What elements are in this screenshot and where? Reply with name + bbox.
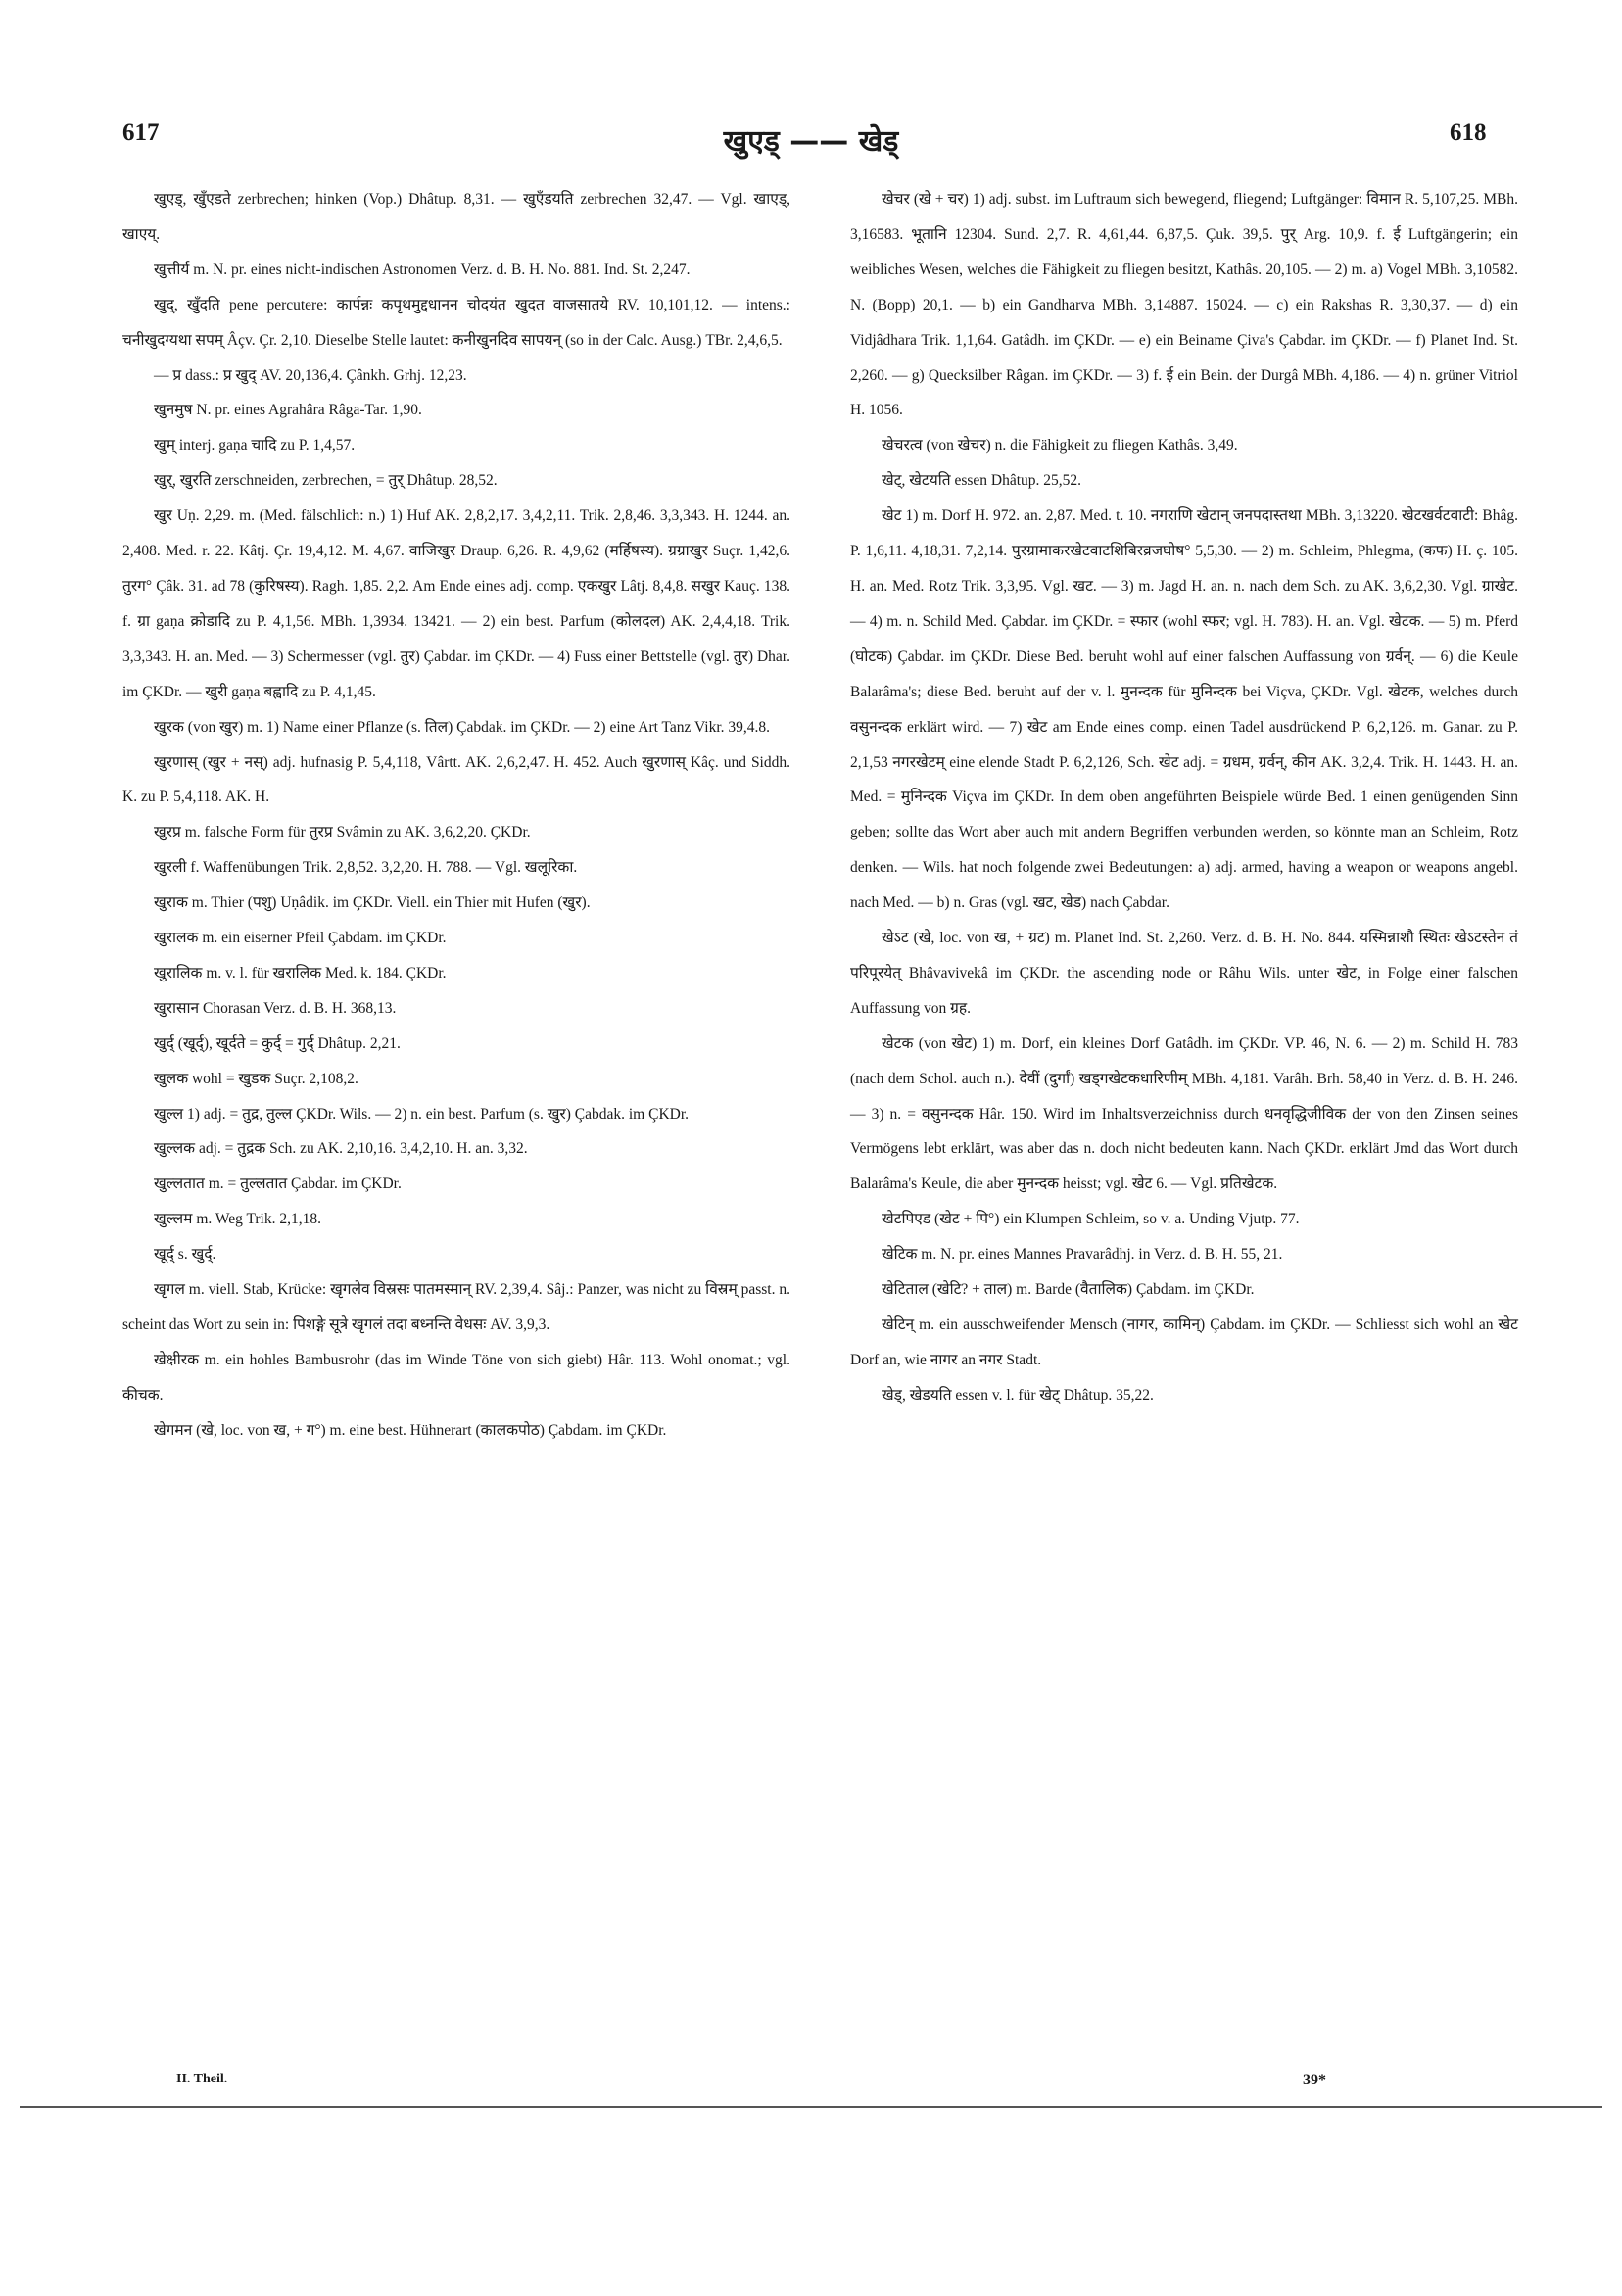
entry-khet-verb: खेट्, खेटयति essen Dhâtup. 25,52. — [882, 472, 1082, 490]
page-number-left: 617 — [122, 120, 160, 146]
entry-khud: खुद्, खुँदति pene percutere: कार्पन्नः कपृथमुद्दधानन चोदयंत खुदत वाजसातये RV. 10,101,12. — intens.: चनीखुदग्यथा सपम् Âçv. Çr. 2,10. Dieselbe Stelle lautet: कनीखुनदिव सापयन् (so in der Calc. Ausg.) TBr. 2,4,6,5. — [122, 296, 790, 349]
running-head: खुएड् —— खेड् — [723, 124, 899, 159]
entry-khuranas: खुरणास् (खुर + नस्) adj. hufnasig P. 5,4,118, Vârtt. AK. 2,6,2,47. H. 452. Auch खुरणास् Kâç. und Siddh. K. zu P. 5,4,118. AK. H. — [122, 753, 790, 806]
entry-khuttirya: खुत्तीर्य m. N. pr. eines nicht-indischen Astronomen Verz. d. B. H. No. 881. Ind. St. 2,247. — [154, 261, 691, 278]
entry-khetin: खेटिन् m. ein ausschweifender Mensch (नागर, कामिन्) Çabdam. im ÇKDr. — Schliesst sich wohl an खेट Dorf an, wie नागर an नगर Stadt. — [850, 1316, 1518, 1368]
entry-khullaka: खुल्लक adj. = तुद्रक Sch. zu AK. 2,10,16. 3,4,2,10. H. an. 3,32. — [154, 1140, 528, 1158]
entry-khura: खुर Uṇ. 2,29. m. (Med. fälschlich: n.) 1) Huf AK. 2,8,2,17. 3,4,2,11. Trik. 2,8,46. 3,3,343. H. 1244. an. 2,408. Med. r. 22. Kâtj. Çr. 19,4,12. M. 4,67. वाजिखुर Draup. 6,26. R. 4,9,62 (मर्हिषस्य). ग्रग्राखुर Suçr. 1,42,6. तुरग° Çâk. 31. ad 78 (कुरिषस्य). Ragh. 1,85. 2,2. Am Ende eines adj. comp. एकखुर Lâtj. 8,4,8. सखुर Kauç. 138. f. ग्रा gaṇa क्रोडादि zu P. 4,1,56. MBh. 1,3934. 13421. — 2) ein best. Parfum (कोलदल) AK. 2,4,4,18. Trik. 3,3,343. H. an. Med. — 3) Schermesser (vgl. तुर) Çabdar. im ÇKDr. — 4) Fuss einer Bettstelle (vgl. तुर) Dhar. im ÇKDr. — खुरी gaṇa बह्वादि zu P. 4,1,45. — [122, 507, 790, 700]
bottom-rule — [20, 2106, 1602, 2108]
right-column — [850, 182, 1518, 1413]
entry-khulaka: खुलक wohl = खुडक Suçr. 2,108,2. — [154, 1070, 358, 1087]
entry-khekshiraka: खेक्षीरक m. ein hohles Bambusrohr (das im Winde Töne von sich giebt) Hâr. 113. Wohl onomat.; vgl. कीचक. — [122, 1351, 790, 1404]
entry-khunamusha: खुनमुष N. pr. eines Agrahâra Râga-Tar. 1,90. — [154, 402, 422, 419]
entry-khrgala: खृगल m. viell. Stab, Krücke: खृगलेव विस्रसः पातमस्मान् RV. 2,39,4. Sâj.: Panzer, was nicht zu विस्रम् passt. n. scheint das Wort zu sein in: पिशङ्गे सूत्रे खृगलं तदा बध्नन्ति वेधसः AV. 3,9,3. — [122, 1281, 790, 1333]
entry-khullama: खुल्लम m. Weg Trik. 2,1,18. — [154, 1211, 321, 1228]
entry-khetika: खेटिक m. N. pr. eines Mannes Pravarâdhj. in Verz. d. B. H. 55, 21. — [882, 1246, 1283, 1264]
entry-kheta: खेट 1) m. Dorf H. 972. an. 2,87. Med. t. 10. नगराणि खेटान् जनपदास्तथा MBh. 3,13220. खेटखर्वटवाटी: Bhâg. P. 1,6,11. 4,18,31. 7,2,14. पुरग्रामाकरखेटवाटशिबिरव्रजघोष° 5,5,30. — 2) m. Schleim, Phlegma, (कफ) H. ç. 105. H. an. Med. Rotz Trik. 3,3,95. Vgl. खट. — 3) m. Jagd H. an. n. nach dem Sch. zu AK. 3,6,2,30. Vgl. ग्राखेट. — 4) m. n. Schild Med. Çabdar. im ÇKDr. = स्फार (wohl स्फर; vgl. H. 783). H. an. Vgl. खेटक. — 5) m. Pferd (घोटक) Çabdar. im ÇKDr. Diese Bed. beruht wohl auf einer falschen Auffassung von ग्रर्वन्. — 6) die Keule Balarâma's; diese Bed. beruht auf der v. l. मुनन्दक für मुनिन्दक bei Viçva, ÇKDr. Vgl. खेटक, welches durch वसुनन्दक erklärt wird. — 7) खेट am Ende eines comp. einen Tadel ausdrückend P. 6,2,126. m. Ganar. zu P. 2,1,53 नगरखेटम् eine elende Stadt P. 6,2,126, Sch. खेट adj. = ग्रधम, ग्रर्वन्, कीन AK. 3,2,4. Trik. H. 1443. H. an. Med. = मुनिन्दक Viçva im ÇKDr. In dem oben angeführten Beispiele würde Bed. 1 einen genügenden Sinn geben; sollte das Wort aber auch mit andern Begriffen verbunden werden, so könnte man an Schleim, Rotz denken. — Wils. hat noch folgende zwei Bedeutungen: a) adj. armed, having a weapon or weapons angebl. nach Med. — b) n. Gras (vgl. खट, खेड) nach Çabdar. — [850, 507, 1518, 912]
entry-khuralaka: खुरालक m. ein eiserner Pfeil Çabdam. im ÇKDr. — [154, 930, 447, 947]
entry-khum: खुम् interj. gaṇa चादि zu P. 1,4,57. — [154, 437, 356, 454]
entry-khecara: खेचर (खे + चर) 1) adj. subst. im Luftraum sich bewegend, fliegend; Luftgänger: विमान R. 5,107,25. MBh. 3,16583. भूतानि 12304. Sund. 2,7. R. 4,61,44. 6,87,5. Çuk. 39,5. पुर् Arg. 10,9. f. ई Luftgängerin; ein weibliches Wesen, welches die Fähigkeit zu fliegen besitzt, Kathâs. 20,105. — 2) m. a) Vogel MBh. 3,10582. N. (Bopp) 20,1. — b) ein Gandharva MBh. 3,14887. 15024. — c) ein Rakshas R. 3,30,37. — d) ein Vidjâdhara Trik. 1,1,64. Gatâdh. im ÇKDr. — e) ein Beiname Çiva's Çabdar. im ÇKDr. — f) Planet Ind. St. 2,260. — g) Quecksilber Râgan. im ÇKDr. — 3) f. ई ein Bein. der Durgâ MBh. 4,186. — 4) n. grüner Vitriol H. 1056. — [850, 191, 1518, 419]
entry-khe-ata: खेऽट (खे, loc. von ख, + ग्रट) m. Planet Ind. St. 2,260. Verz. d. B. H. No. 844. यस्मिन्नाशौ स्थितः खेऽटस्तेन तं परिपूरयेत् Bhâvavivekâ im ÇKDr. the ascending node or Râhu Wils. unter खेट, in Folge einer falschen Auffassung von ग्रह. — [850, 930, 1518, 1017]
entry-khurasana: खुरासान Chorasan Verz. d. B. H. 368,13. — [154, 999, 397, 1017]
left-column — [122, 182, 790, 1449]
entry-khetitala: खेटिताल (खेटि? + ताल) m. Barde (वैतालिक) Çabdam. im ÇKDr. — [882, 1281, 1255, 1299]
entry-khurd: खुर्द् (खूर्द्), खूर्दते = कुर्द् = गुर्द् Dhâtup. 2,21. — [154, 1034, 401, 1052]
entry-khetapinda: खेटपिएड (खेट + पि°) ein Klumpen Schleim, so v. a. Unding Vjutp. 77. — [882, 1211, 1300, 1228]
entry-khuralika: खुरालिक m. v. l. für खरालिक Med. k. 184. ÇKDr. — [154, 964, 447, 981]
footer-volume: II. Theil. — [176, 2072, 228, 2086]
entry-khecaratva: खेचरत्व (von खेचर) n. die Fähigkeit zu fliegen Kathâs. 3,49. — [882, 437, 1238, 454]
footer-signature: 39* — [1303, 2072, 1326, 2088]
entry-khurali: खुरली f. Waffenübungen Trik. 2,8,52. 3,2,20. H. 788. — Vgl. खलूरिका. — [154, 859, 578, 877]
entry-pra-khud: — प्र dass.: प्र खुद् AV. 20,136,4. Çânkh. Grhj. 12,23. — [154, 366, 467, 384]
entry-khurd-ref: खूर्द् s. खुर्द्. — [154, 1246, 216, 1264]
entry-khurapra: खुरप्र m. falsche Form für तुरप्र Svâmin zu AK. 3,6,2,20. ÇKDr. — [154, 824, 531, 841]
entry-khulla: खुल्ल 1) adj. = तुद्र, तुल्ल ÇKDr. Wils. — 2) n. ein best. Parfum (s. खुर) Çabdak. im ÇKDr. — [154, 1105, 690, 1123]
entry-khegamana: खेगमन (खे, loc. von ख, + ग°) m. eine best. Hühnerart (कालकपोठ) Çabdam. im ÇKDr. — [154, 1421, 667, 1439]
entry-khuraka: खुरक (von खुर) m. 1) Name einer Pflanze (s. तिल) Çabdak. im ÇKDr. — 2) eine Art Tanz Vikr. 39,4.8. — [154, 718, 771, 736]
entry-khuraka-thier: खुराक m. Thier (पशु) Uṇâdik. im ÇKDr. Viell. ein Thier mit Hufen (खुर). — [154, 894, 591, 912]
entry-khullatata: खुल्लतात m. = तुल्लतात Çabdar. im ÇKDr. — [154, 1175, 402, 1193]
page-number-right: 618 — [1450, 120, 1487, 146]
entry-khur-verb: खुर्, खुरति zerschneiden, zerbrechen, = तुर् Dhâtup. 28,52. — [154, 472, 498, 490]
entry-khed: खेड्, खेडयति essen v. l. für खेट् Dhâtup. 35,22. — [882, 1386, 1154, 1404]
entry-khetaka: खेटक (von खेट) 1) m. Dorf, ein kleines Dorf Gatâdh. im ÇKDr. VP. 46, N. 6. — 2) m. Schild H. 783 (nach dem Schol. auch n.). देवीं (दुर्गां) खड्गखेटकधारिणीम् MBh. 4,181. Varâh. Brh. 58,40 in Verz. d. B. H. 246. — 3) n. = वसुनन्दक Hâr. 150. Wird im Inhaltsverzeichniss durch धनवृद्धिजीविक der von den Zinsen seines Vermögens lebt erklärt, was aber das n. doch nicht bedeuten kann. Nach ÇKDr. erklärt Jmd das Wort durch Balarâma's Keule, die aber मुनन्दक heisst; vgl. खेट 6. — Vgl. प्रतिखेटक. — [850, 1034, 1518, 1193]
entry-khund: खुएड्, खुँएडते zerbrechen; hinken (Vop.) Dhâtup. 8,31. — खुएँडयति zerbrechen 32,47. — Vgl. खाएड्, खाएय्. — [122, 191, 790, 243]
